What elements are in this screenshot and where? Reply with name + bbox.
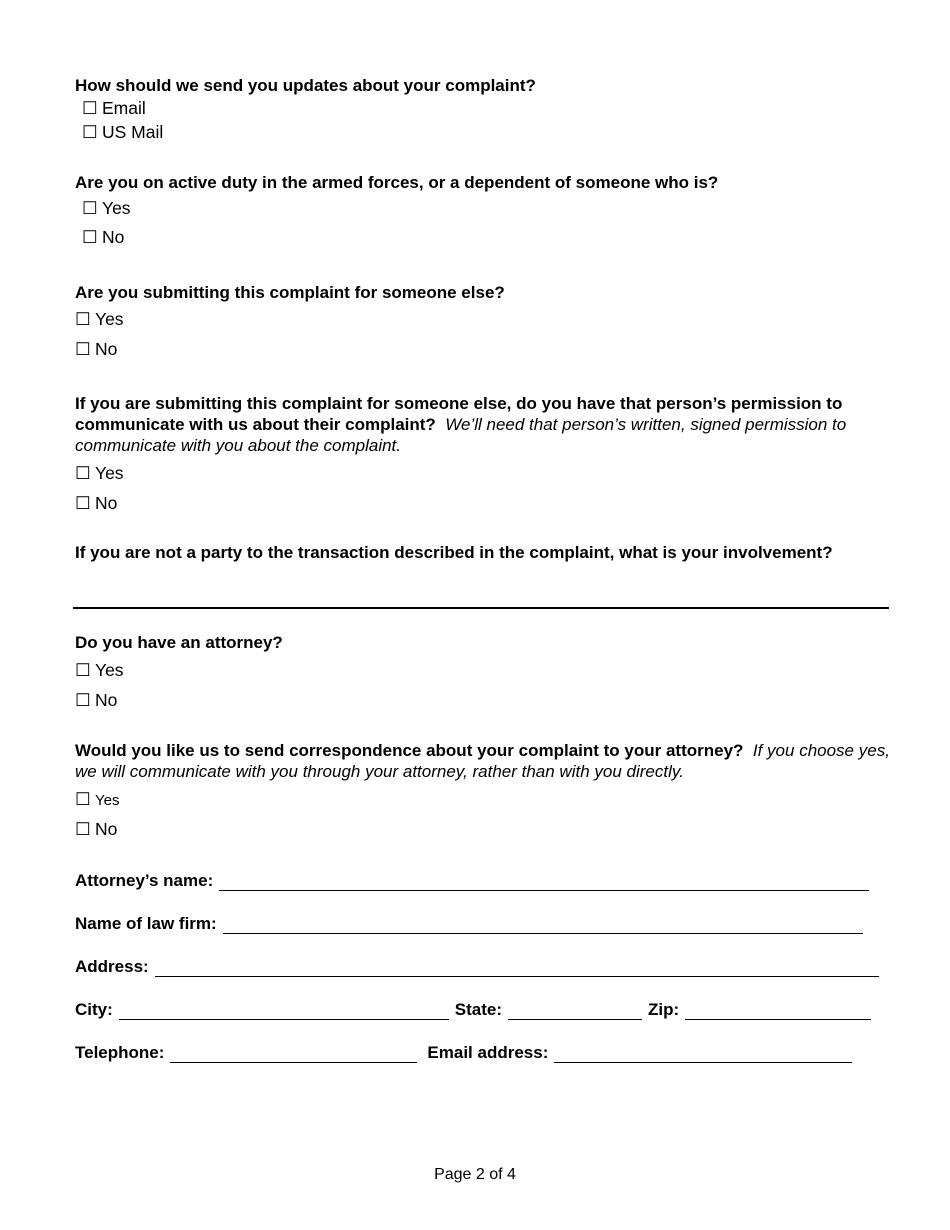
city-state-zip-row	[75, 996, 871, 1020]
question-permission-label: If you are submitting this complaint for someone else, do you have that person’s permission to communicate with us about their complaint?	[75, 394, 843, 434]
email-label: Email address:	[427, 1043, 549, 1062]
address-row	[75, 953, 879, 977]
checkbox-icon[interactable]: ☐	[75, 493, 91, 513]
option-label: Yes	[95, 660, 124, 680]
question-correspondence	[75, 740, 890, 782]
zip-input[interactable]	[685, 1001, 871, 1020]
state-label: State:	[454, 1000, 503, 1019]
page-number: Page 2 of 4	[434, 1166, 516, 1183]
law-firm-row	[75, 910, 863, 934]
telephone-label: Telephone:	[75, 1043, 165, 1062]
address-label: Address:	[75, 957, 149, 976]
city-label: City:	[75, 1000, 113, 1019]
option-label: No	[95, 819, 118, 839]
zip-label: Zip:	[648, 1000, 680, 1019]
law-firm-input[interactable]	[223, 915, 863, 934]
question-attorney: Do you have an attorney?	[75, 633, 283, 652]
option-permission-no[interactable]	[75, 492, 117, 514]
telephone-input[interactable]	[170, 1044, 417, 1063]
option-label: No	[95, 339, 118, 359]
checkbox-icon[interactable]: ☐	[75, 339, 91, 359]
email-input[interactable]	[554, 1044, 852, 1063]
question-active-duty: Are you on active duty in the armed forces, or a dependent of someone who is?	[75, 173, 719, 192]
question-someone-else: Are you submitting this complaint for someone else?	[75, 283, 505, 302]
option-label: No	[102, 227, 125, 247]
checkbox-icon[interactable]: ☐	[75, 819, 91, 839]
question-permission	[75, 393, 890, 456]
option-correspondence-no[interactable]	[75, 818, 117, 840]
option-someone-else-no[interactable]	[75, 338, 117, 360]
law-firm-label: Name of law firm:	[75, 914, 217, 933]
option-label: Yes	[95, 309, 124, 329]
address-input[interactable]	[155, 958, 879, 977]
question-updates-method: How should we send you updates about your complaint?	[75, 76, 536, 95]
option-attorney-yes[interactable]	[75, 659, 124, 681]
option-label: Yes	[95, 792, 120, 809]
option-label: Email	[102, 98, 146, 118]
attorney-name-row	[75, 867, 869, 891]
option-label: Yes	[95, 463, 124, 483]
option-permission-yes[interactable]	[75, 462, 124, 484]
checkbox-icon[interactable]: ☐	[75, 789, 91, 809]
attorney-name-label: Attorney’s name:	[75, 871, 214, 890]
option-someone-else-yes[interactable]	[75, 308, 124, 330]
option-active-duty-yes[interactable]	[82, 197, 131, 219]
checkbox-icon[interactable]: ☐	[82, 227, 98, 247]
checkbox-icon[interactable]: ☐	[82, 122, 98, 142]
question-involvement: If you are not a party to the transaction described in the complaint, what is your involvement?	[75, 543, 833, 562]
option-us-mail[interactable]	[82, 121, 163, 143]
option-label: Yes	[102, 198, 131, 218]
city-input[interactable]	[119, 1001, 449, 1020]
question-permission-note: We’ll need that person’s written, signed permission to communicate with you about the complaint.	[75, 415, 847, 455]
checkbox-icon[interactable]: ☐	[75, 463, 91, 483]
option-label: No	[95, 690, 118, 710]
option-active-duty-no[interactable]	[82, 226, 124, 248]
checkbox-icon[interactable]: ☐	[75, 309, 91, 329]
option-attorney-no[interactable]	[75, 689, 117, 711]
checkbox-icon[interactable]: ☐	[75, 690, 91, 710]
option-label: US Mail	[102, 122, 164, 142]
question-correspondence-note: If you choose yes, we will communicate with you through your attorney, rather than with you directly.	[75, 741, 890, 781]
telephone-email-row	[75, 1039, 852, 1063]
option-email[interactable]	[82, 97, 146, 119]
checkbox-icon[interactable]: ☐	[82, 98, 98, 118]
question-correspondence-label: Would you like us to send correspondence about your complaint to your attorney?	[75, 741, 744, 760]
state-input[interactable]	[508, 1001, 642, 1020]
involvement-answer-line[interactable]	[73, 607, 889, 609]
option-label: No	[95, 493, 118, 513]
attorney-name-input[interactable]	[219, 872, 869, 891]
option-correspondence-yes[interactable]	[75, 788, 119, 812]
checkbox-icon[interactable]: ☐	[82, 198, 98, 218]
checkbox-icon[interactable]: ☐	[75, 660, 91, 680]
